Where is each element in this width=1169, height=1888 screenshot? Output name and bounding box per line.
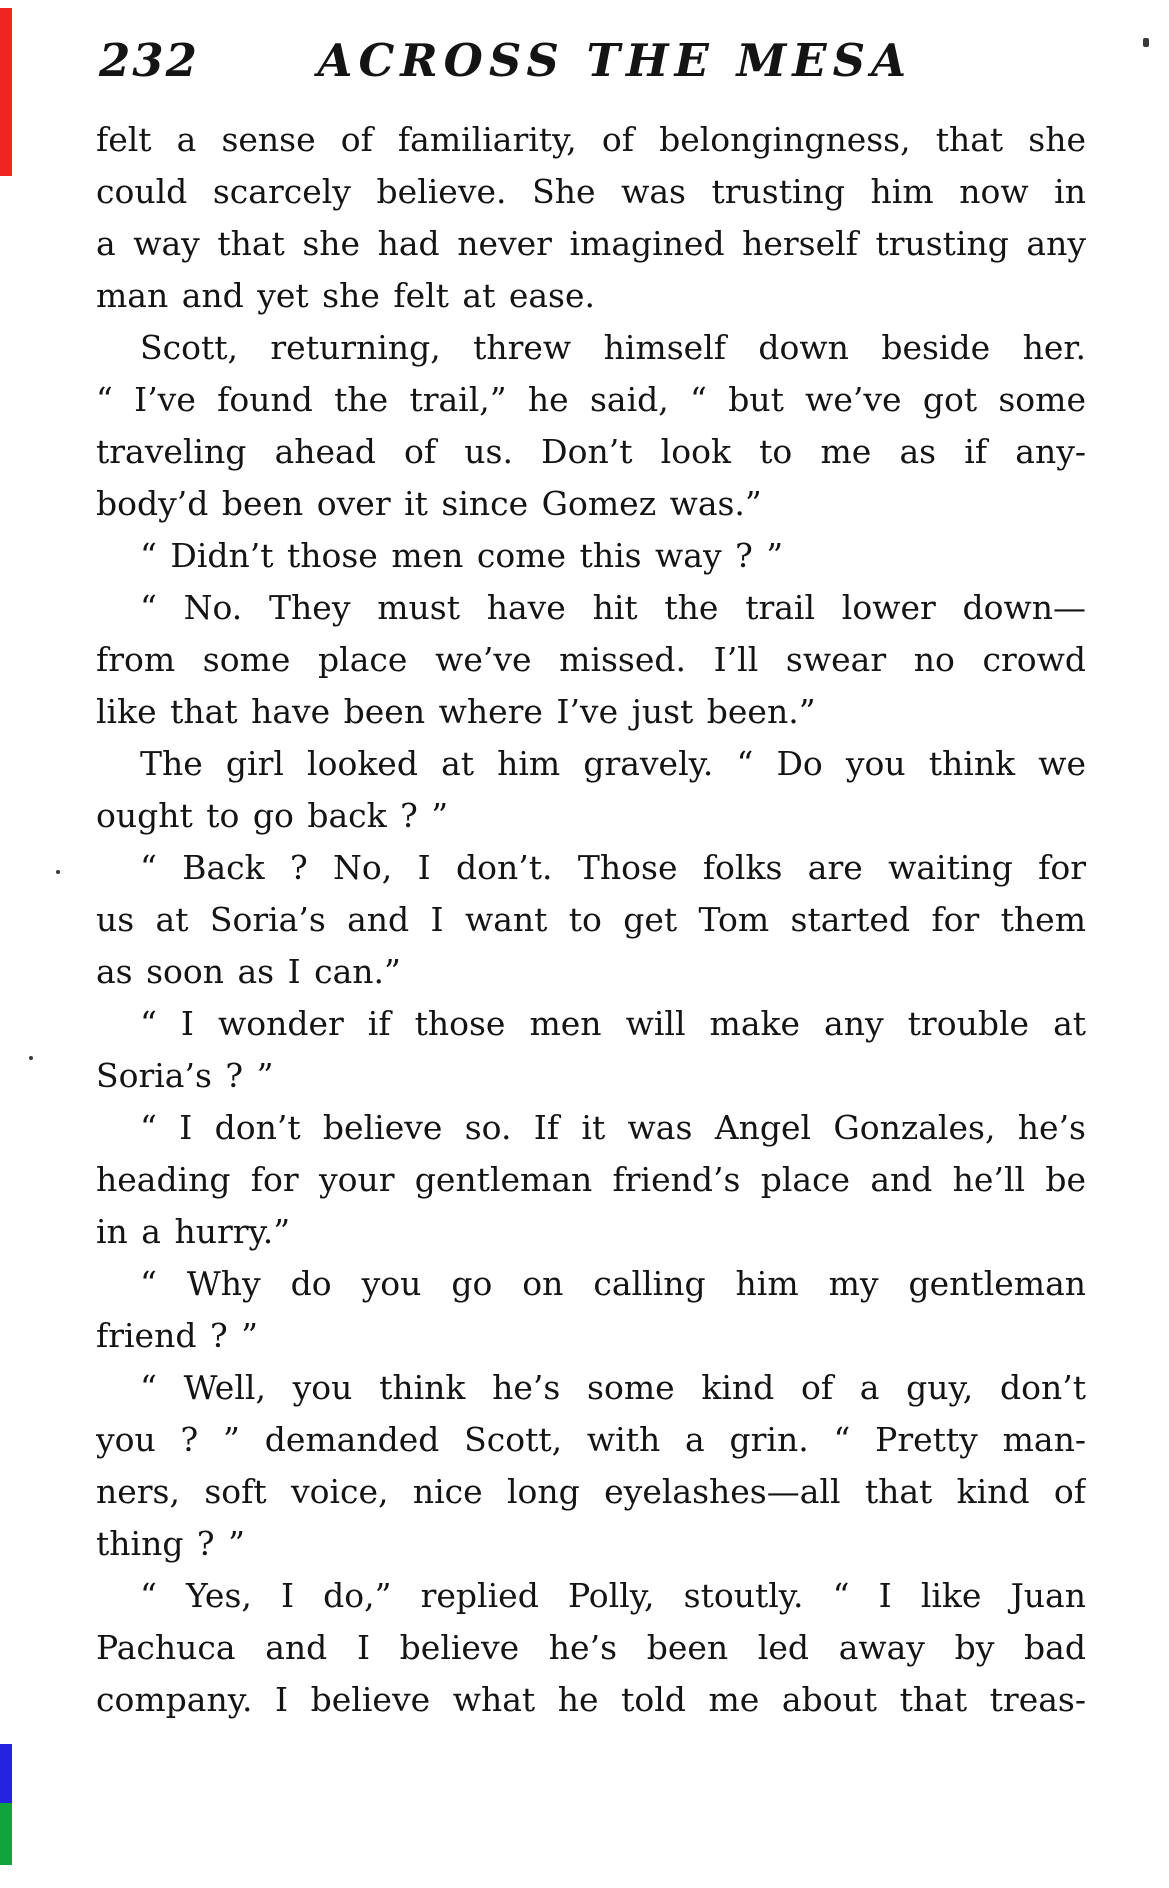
text-line: The girl looked at him gravely. “ Do you think we [140,744,1086,783]
text-line: man and yet she felt at ease. [96,276,596,315]
text-line: as soon as I can.” [96,952,401,991]
text-line: company. I believe what he told me about that treas- [96,1680,1086,1719]
text-line: thing ? ” [96,1524,245,1563]
text-line: friend ? ” [96,1316,258,1355]
text-line: “ I wonder if those men will make any trouble at [140,1004,1086,1043]
text-line: felt a sense of familiarity, of belongingness, that she [96,120,1086,159]
text-line: Scott, returning, threw himself down beside her. [140,328,1086,367]
body-text [96,114,1086,1726]
text-line: “ No. They must have hit the trail lower down— [140,588,1086,627]
text-line: “ Well, you think he’s some kind of a guy, don’t [140,1368,1086,1407]
text-line: ought to go back ? ” [96,796,449,835]
text-line: from some place we’ve missed. I’ll swear no crowd [96,640,1086,679]
page-header [97,33,1085,89]
text-line: heading for your gentleman friend’s place and he’ll be [96,1160,1086,1199]
text-line: “ Back ? No, I don’t. Those folks are waiting for [140,848,1086,887]
scan-artifact-blue-strip [0,1744,12,1803]
text-line: you ? ” demanded Scott, with a grin. “ Pretty man- [96,1420,1086,1459]
text-line: like that have been where I’ve just been.” [96,692,816,731]
text-line: “ Didn’t those men come this way ? ” [140,536,784,575]
scan-artifact-green-strip [0,1803,12,1865]
text-line: in a hurry.” [96,1212,291,1251]
running-title: ACROSS THE MESA [317,34,913,87]
text-line: “ Why do you go on calling him my gentleman [140,1264,1086,1303]
text-line: could scarcely believe. She was trusting him now in [96,172,1086,211]
text-line: body’d been over it since Gomez was.” [96,484,762,523]
text-line: a way that she had never imagined herself trusting any [96,224,1086,263]
text-line: ners, soft voice, nice long eyelashes—all that kind of [96,1472,1086,1511]
text-line: Soria’s ? ” [96,1056,274,1095]
page-number: 232 [99,34,199,87]
text-line: “ I’ve found the trail,” he said, “ but we’ve got some [96,380,1086,419]
text-line: “ I don’t believe so. If it was Angel Gonzales, he’s [140,1108,1086,1147]
scan-speck [1143,38,1149,47]
scan-speck [56,870,60,874]
text-line: Pachuca and I believe he’s been led away by bad [96,1628,1086,1667]
scan-speck [29,1056,33,1060]
scan-artifact-red-strip [0,8,12,176]
text-line: us at Soria’s and I want to get Tom started for them [96,900,1086,939]
text-line: traveling ahead of us. Don’t look to me as if any- [96,432,1086,471]
text-line: “ Yes, I do,” replied Polly, stoutly. “ I like Juan [140,1576,1086,1615]
